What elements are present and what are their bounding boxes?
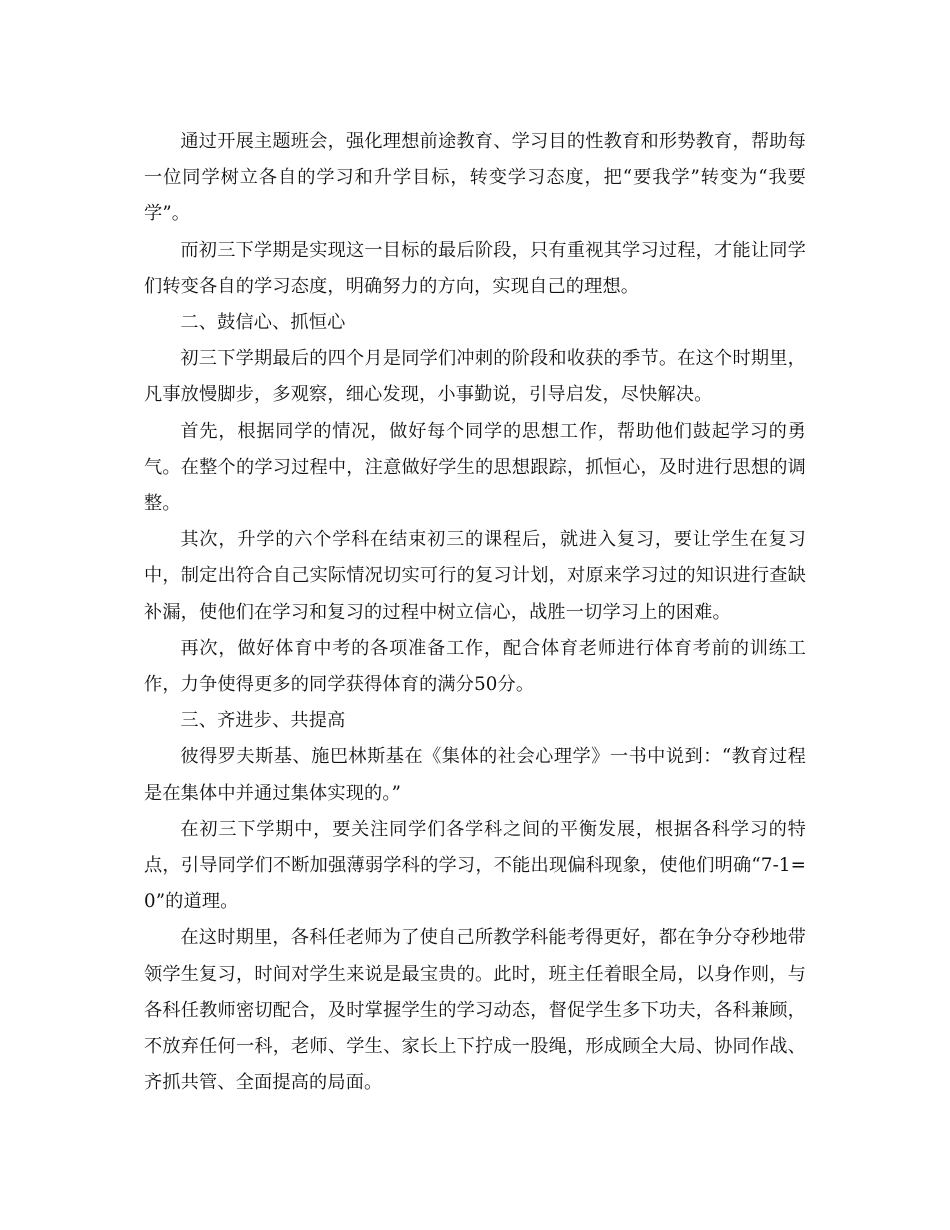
paragraph-2: 而初三下学期是实现这一目标的最后阶段，只有重视其学习过程，才能让同学们转变各自的学习态度，明确努力的方向，实现自己的理想。 (144, 239, 806, 297)
document-body (144, 124, 806, 1101)
paragraph-5: 其次，升学的六个学科在结束初三的课程后，就进入复习，要让学生在复习中，制定出符合自己实际情况切实可行的复习计划，对原来学习过的知识进行查缺补漏，使他们在学习和复习的过程中树立信心，战胜一切学习上的困难。 (144, 529, 806, 623)
paragraph-8: 在初三下学期中，要关注同学们各学科之间的平衡发展，根据各科学习的特点，引导同学们不断加强薄弱学科的学习，不能出现偏科现象，使他们明确“7-1=0”的道理。 (144, 818, 806, 913)
paragraph-9: 在这时期里，各科任老师为了使自己所教学科能考得更好，都在争分夺秒地带领学生复习，时间对学生来说是最宝贵的。此时，班主任着眼全局，以身作则，与各科任教师密切配合，及时掌握学生的学习动态，督促学生多下功夫，各科兼顾，不放弃任何一科，老师、学生、家长上下拧成一股绳，形成顾全大局、协同作战、齐抓共管、全面提高的局面。 (144, 927, 806, 1094)
paragraph-3: 初三下学期最后的四个月是同学们冲刺的阶段和收获的季节。在这个时期里，凡事放慢脚步，多观察，细心发现，小事勤说，引导启发，尽快解决。 (144, 348, 806, 406)
paragraph-4: 首先，根据同学的情况，做好每个同学的思想工作，帮助他们鼓起学习的勇气。在整个的学习过程中，注意做好学生的思想跟踪，抓恒心，及时进行思想的调整。 (144, 420, 806, 515)
section-heading-2: 二、鼓信心、抓恒心 (180, 312, 346, 334)
paragraph-1: 通过开展主题班会，强化理想前途教育、学习目的性教育和形势教育，帮助每一位同学树立各自的学习和升学目标，转变学习态度，把“要我学”转变为“我要学”。 (144, 131, 806, 225)
section-heading-3: 三、齐进步、共提高 (180, 710, 346, 732)
paragraph-7: 彼得罗夫斯基、施巴林斯基在《集体的社会心理学》一书中说到：“教育过程是在集体中并通过集体实现的。” (144, 746, 806, 804)
paragraph-6: 再次，做好体育中考的各项准备工作，配合体育老师进行体育考前的训练工作，力争使得更多的同学获得体育的满分50分。 (144, 637, 806, 696)
